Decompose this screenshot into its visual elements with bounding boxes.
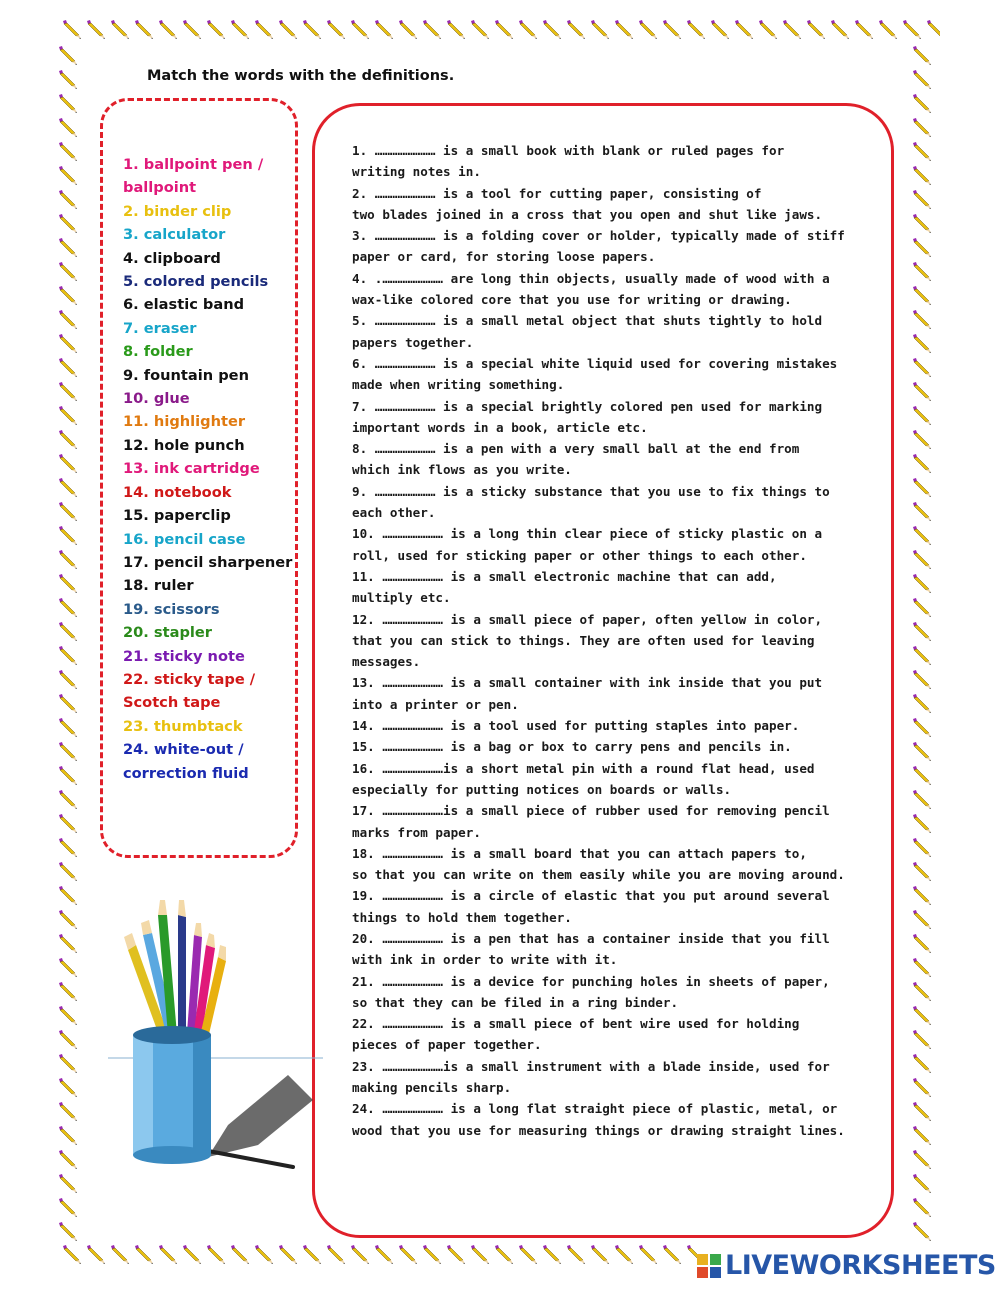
pencil-icon — [910, 860, 940, 884]
pencil-icon — [56, 380, 86, 404]
pencil-icon — [910, 836, 940, 860]
pencil-icon — [60, 18, 84, 42]
pencil-icon — [540, 18, 564, 42]
pencil-icon — [56, 692, 86, 716]
pencil-icon — [228, 18, 252, 42]
definition-line: wax-like colored core that you use for writing or drawing. — [352, 292, 792, 308]
pencil-icon — [910, 740, 940, 764]
definition-line: each other. — [352, 505, 436, 521]
pencil-icon — [910, 908, 940, 932]
definition-line: multiply etc. — [352, 590, 451, 606]
border-bottom — [60, 1243, 710, 1269]
definition-line: 5. …………………… is a small metal object that shuts tightly to hold — [352, 313, 823, 329]
definition-line: messages. — [352, 654, 421, 670]
pencil-icon — [910, 284, 940, 308]
pencil-icon — [684, 18, 708, 42]
pencil-icon — [56, 548, 86, 572]
pencil-icon — [910, 1148, 940, 1172]
pencil-icon — [108, 18, 132, 42]
pencil-icon — [910, 1172, 940, 1196]
pencil-icon — [56, 1004, 86, 1028]
pencil-icon — [56, 1148, 86, 1172]
pencil-icon — [910, 716, 940, 740]
pencil-icon — [56, 1220, 86, 1244]
word-item: 6. elastic band — [123, 296, 245, 314]
pencil-icon — [492, 18, 516, 42]
pencil-icon — [56, 1124, 86, 1148]
pencil-icon — [756, 18, 780, 42]
pencil-icon — [56, 668, 86, 692]
pencil-icon — [910, 1220, 940, 1244]
pencil-icon — [56, 404, 86, 428]
pencil-icon — [56, 740, 86, 764]
definition-line: 6. …………………… is a special white liquid used for covering mistakes — [352, 355, 838, 371]
pencil-icon — [56, 428, 86, 452]
pencil-icon — [56, 956, 86, 980]
definition-line: important words in a book, article etc. — [352, 419, 648, 435]
pencil-icon — [56, 500, 86, 524]
pencil-icon — [84, 18, 108, 42]
pencil-icon — [204, 18, 228, 42]
definition-line: 20. …………………… is a pen that has a container inside that you fill — [352, 930, 830, 946]
pencil-icon — [56, 1196, 86, 1220]
definition-line: wood that you use for measuring things or drawing straight lines. — [352, 1122, 845, 1138]
pencil-icon — [156, 18, 180, 42]
pencil-icon — [910, 1052, 940, 1076]
pencil-icon — [300, 1243, 324, 1267]
word-item: 12. hole punch — [123, 436, 245, 454]
definition-line: 16. ……………………is a short metal pin with a round flat head, used — [352, 760, 815, 776]
pencil-icon — [300, 18, 324, 42]
pencil-icon — [910, 476, 940, 500]
border-right — [910, 44, 940, 1244]
pencil-icon — [910, 812, 940, 836]
pencil-icon — [492, 1243, 516, 1267]
pencil-icon — [564, 18, 588, 42]
pencil-icon — [56, 356, 86, 380]
pencil-icon — [56, 116, 86, 140]
definition-line: roll, used for sticking paper or other things to each other. — [352, 547, 807, 563]
pencil-icon — [56, 596, 86, 620]
pencil-icon — [56, 308, 86, 332]
pencil-icon — [468, 1243, 492, 1267]
pencil-icon — [444, 1243, 468, 1267]
pencil-icon — [910, 452, 940, 476]
definition-line: 7. …………………… is a special brightly colored pen used for marking — [352, 398, 823, 414]
definition-line: 2. …………………… is a tool for cutting paper, consisting of — [352, 185, 762, 201]
word-item: 13. ink cartridge — [123, 460, 260, 478]
border-top — [60, 18, 940, 44]
pencil-icon — [204, 1243, 228, 1267]
pencil-icon — [56, 164, 86, 188]
pencil-icon — [396, 18, 420, 42]
pencil-icon — [636, 1243, 660, 1267]
word-item: 21. sticky note — [123, 647, 245, 665]
pencil-icon — [396, 1243, 420, 1267]
pencil-icon — [910, 212, 940, 236]
pencil-icon — [56, 572, 86, 596]
definition-line: things to hold them together. — [352, 909, 572, 925]
pencil-icon — [910, 356, 940, 380]
pencil-icon — [60, 1243, 84, 1267]
pencil-icon — [56, 812, 86, 836]
border-left — [56, 44, 86, 1244]
pencil-icon — [108, 1243, 132, 1267]
definition-line: 3. …………………… is a folding cover or holder, typically made of stiff — [352, 228, 845, 244]
pencil-icon — [56, 212, 86, 236]
pencil-icon — [804, 18, 828, 42]
pencil-icon — [228, 1243, 252, 1267]
pencil-icon — [56, 644, 86, 668]
word-item: 2. binder clip — [123, 202, 232, 220]
pencil-icon — [56, 788, 86, 812]
definitions-list — [352, 140, 862, 1141]
pencil-icon — [910, 404, 940, 428]
definition-line: 9. …………………… is a sticky substance that you use to fix things to — [352, 483, 830, 499]
pencil-icon — [910, 68, 940, 92]
pencil-icon — [910, 332, 940, 356]
pencil-icon — [56, 836, 86, 860]
pencil-icon — [180, 1243, 204, 1267]
pencil-icon — [468, 18, 492, 42]
pencil-icon — [910, 620, 940, 644]
liveworksheets-logo-text: LIVEWORKSHEETS — [725, 1250, 996, 1281]
definition-line: made when writing something. — [352, 377, 565, 393]
pencil-icon — [910, 1004, 940, 1028]
pencil-icon — [56, 68, 86, 92]
pencil-icon — [56, 44, 86, 68]
definition-line: 1. …………………… is a small book with blank or ruled pages for — [352, 143, 785, 158]
liveworksheets-logo — [695, 1251, 996, 1281]
pencil-icon — [56, 620, 86, 644]
pencil-icon — [588, 1243, 612, 1267]
pencil-icon — [910, 260, 940, 284]
word-item: 14. notebook — [123, 483, 232, 501]
word-item: 24. white-out / correction fluid — [123, 741, 249, 782]
pencil-cup-illustration — [108, 895, 323, 1195]
pencil-icon — [252, 18, 276, 42]
word-item: 20. stapler — [123, 624, 212, 642]
definition-line: so that you can write on them easily while you are moving around. — [352, 867, 845, 883]
pencil-icon — [276, 1243, 300, 1267]
word-item: 8. folder — [123, 343, 193, 361]
definition-line: marks from paper. — [352, 824, 481, 840]
definition-line: paper or card, for storing loose papers. — [352, 249, 656, 265]
word-item: 4. clipboard — [123, 249, 221, 267]
pencil-icon — [156, 1243, 180, 1267]
pencil-icon — [910, 164, 940, 188]
liveworksheets-logo-icon — [695, 1252, 723, 1280]
definition-line: 13. …………………… is a small container with ink inside that you put — [352, 675, 823, 691]
pencil-icon — [56, 476, 86, 500]
definition-line: writing notes in. — [352, 164, 481, 180]
pencil-icon — [348, 18, 372, 42]
word-item: 3. calculator — [123, 226, 226, 244]
pencil-icon — [516, 18, 540, 42]
pencil-icon — [910, 692, 940, 716]
word-item: 15. paperclip — [123, 507, 231, 525]
pencil-icon — [56, 884, 86, 908]
pencil-icon — [132, 1243, 156, 1267]
pencil-icon — [372, 1243, 396, 1267]
pencil-icon — [56, 716, 86, 740]
word-item: 1. ballpoint pen / ballpoint — [123, 156, 264, 197]
pencil-icon — [910, 308, 940, 332]
pencil-icon — [910, 1124, 940, 1148]
word-item: 18. ruler — [123, 577, 194, 595]
pencil-icon — [910, 44, 940, 68]
pencil-icon — [132, 18, 156, 42]
pencil-icon — [324, 1243, 348, 1267]
pencil-icon — [780, 18, 804, 42]
pencil-icon — [420, 18, 444, 42]
pencil-icon — [348, 1243, 372, 1267]
pencil-icon — [852, 18, 876, 42]
word-item: 16. pencil case — [123, 530, 246, 548]
definition-line: pieces of paper together. — [352, 1037, 542, 1053]
pencil-icon — [910, 956, 940, 980]
definition-line: especially for putting notices on boards or walls. — [352, 781, 732, 797]
definition-line: 19. …………………… is a circle of elastic that you put around several — [352, 888, 830, 904]
pencil-icon — [420, 1243, 444, 1267]
definition-line: 18. …………………… is a small board that you can attach papers to, — [352, 845, 807, 861]
pencil-icon — [910, 1076, 940, 1100]
pencil-icon — [56, 1172, 86, 1196]
pencil-icon — [56, 1076, 86, 1100]
pencil-icon — [910, 428, 940, 452]
definition-line: that you can stick to things. They are often used for leaving — [352, 632, 815, 648]
pencil-icon — [56, 236, 86, 260]
pencil-icon — [910, 764, 940, 788]
pencil-icon — [924, 18, 940, 42]
definition-line: making pencils sharp. — [352, 1080, 512, 1096]
definition-line: 10. …………………… is a long thin clear piece of sticky plastic on a — [352, 526, 823, 542]
pencil-icon — [56, 1100, 86, 1124]
pencil-icon — [910, 1100, 940, 1124]
pencil-icon — [910, 140, 940, 164]
pencil-icon — [56, 932, 86, 956]
pencil-icon — [910, 1196, 940, 1220]
pencil-icon — [612, 18, 636, 42]
word-item: 10. glue — [123, 390, 190, 408]
pencil-icon — [56, 260, 86, 284]
pencil-icon — [56, 188, 86, 212]
pencil-icon — [372, 18, 396, 42]
pencil-icon — [444, 18, 468, 42]
word-list — [123, 153, 293, 785]
definition-line: 15. …………………… is a bag or box to carry pens and pencils in. — [352, 739, 792, 755]
word-item: 22. sticky tape / Scotch tape — [123, 670, 256, 712]
pencil-icon — [910, 572, 940, 596]
pencil-icon — [910, 644, 940, 668]
pencil-icon — [56, 980, 86, 1004]
pencil-icon — [56, 1052, 86, 1076]
pencil-icon — [324, 18, 348, 42]
pencil-icon — [516, 1243, 540, 1267]
definition-line: 23. ……………………is a small instrument with a blade inside, used for — [352, 1058, 830, 1074]
definition-line: 11. …………………… is a small electronic machine that can add, — [352, 568, 777, 584]
pencil-icon — [910, 116, 940, 140]
pencil-icon — [910, 524, 940, 548]
definition-line: 12. …………………… is a small piece of paper, often yellow in color, — [352, 611, 823, 627]
pencil-icon — [900, 18, 924, 42]
pencil-icon — [56, 92, 86, 116]
definition-line: into a printer or pen. — [352, 696, 519, 712]
pencil-icon — [910, 1028, 940, 1052]
definition-line: 8. …………………… is a pen with a very small ball at the end from — [352, 441, 800, 457]
pencil-icon — [660, 18, 684, 42]
pencil-icon — [910, 884, 940, 908]
definition-line: papers together. — [352, 334, 474, 350]
word-item: 17. pencil sharpener — [123, 553, 293, 571]
pencil-icon — [276, 18, 300, 42]
pencil-icon — [910, 236, 940, 260]
instructions-title: Match the words with the definitions. — [147, 68, 455, 84]
definition-line: so that they can be filed in a ring binder. — [352, 994, 679, 1010]
word-item: 11. highlighter — [123, 413, 246, 431]
pencil-icon — [910, 980, 940, 1004]
pencil-icon — [910, 932, 940, 956]
pencil-icon — [910, 188, 940, 212]
pencil-icon — [876, 18, 900, 42]
pencil-icon — [56, 860, 86, 884]
pencil-icon — [56, 140, 86, 164]
pencil-icon — [910, 500, 940, 524]
definition-line: two blades joined in a cross that you open and shut like jaws. — [352, 206, 823, 222]
definition-line: which ink flows as you write. — [352, 462, 572, 478]
definition-line: 21. …………………… is a device for punching holes in sheets of paper, — [352, 973, 830, 989]
pencil-icon — [612, 1243, 636, 1267]
pencil-icon — [828, 18, 852, 42]
pencil-icon — [56, 524, 86, 548]
pencil-icon — [910, 92, 940, 116]
pencil-icon — [180, 18, 204, 42]
word-item: 19. scissors — [123, 600, 220, 618]
pencil-icon — [588, 18, 612, 42]
pencil-icon — [708, 18, 732, 42]
definition-line: 24. …………………… is a long flat straight piece of plastic, metal, or — [352, 1101, 838, 1117]
pencil-icon — [660, 1243, 684, 1267]
pencil-icon — [56, 284, 86, 308]
pencil-icon — [56, 908, 86, 932]
pencil-icon — [636, 18, 660, 42]
pencil-icon — [56, 332, 86, 356]
definition-line: 14. …………………… is a tool used for putting staples into paper. — [352, 718, 800, 734]
pencil-icon — [540, 1243, 564, 1267]
pencil-icon — [56, 764, 86, 788]
word-item: 7. eraser — [123, 319, 197, 337]
word-item: 5. colored pencils — [123, 273, 269, 291]
pencil-icon — [910, 668, 940, 692]
pencil-icon — [564, 1243, 588, 1267]
definition-line: with ink in order to write with it. — [352, 952, 618, 968]
pencil-icon — [910, 596, 940, 620]
word-item: 23. thumbtack — [123, 717, 243, 735]
definition-line: 22. …………………… is a small piece of bent wire used for holding — [352, 1016, 800, 1032]
definition-line: 4. .…………………… are long thin objects, usually made of wood with a — [352, 270, 830, 286]
word-item: 9. fountain pen — [123, 366, 249, 384]
pencil-icon — [56, 1028, 86, 1052]
pencil-icon — [56, 452, 86, 476]
pencil-icon — [910, 380, 940, 404]
pencil-icon — [910, 788, 940, 812]
definition-line: 17. ……………………is a small piece of rubber used for removing pencil — [352, 803, 830, 819]
pencil-icon — [910, 548, 940, 572]
pencil-icon — [84, 1243, 108, 1267]
pencil-icon — [252, 1243, 276, 1267]
pencil-icon — [732, 18, 756, 42]
